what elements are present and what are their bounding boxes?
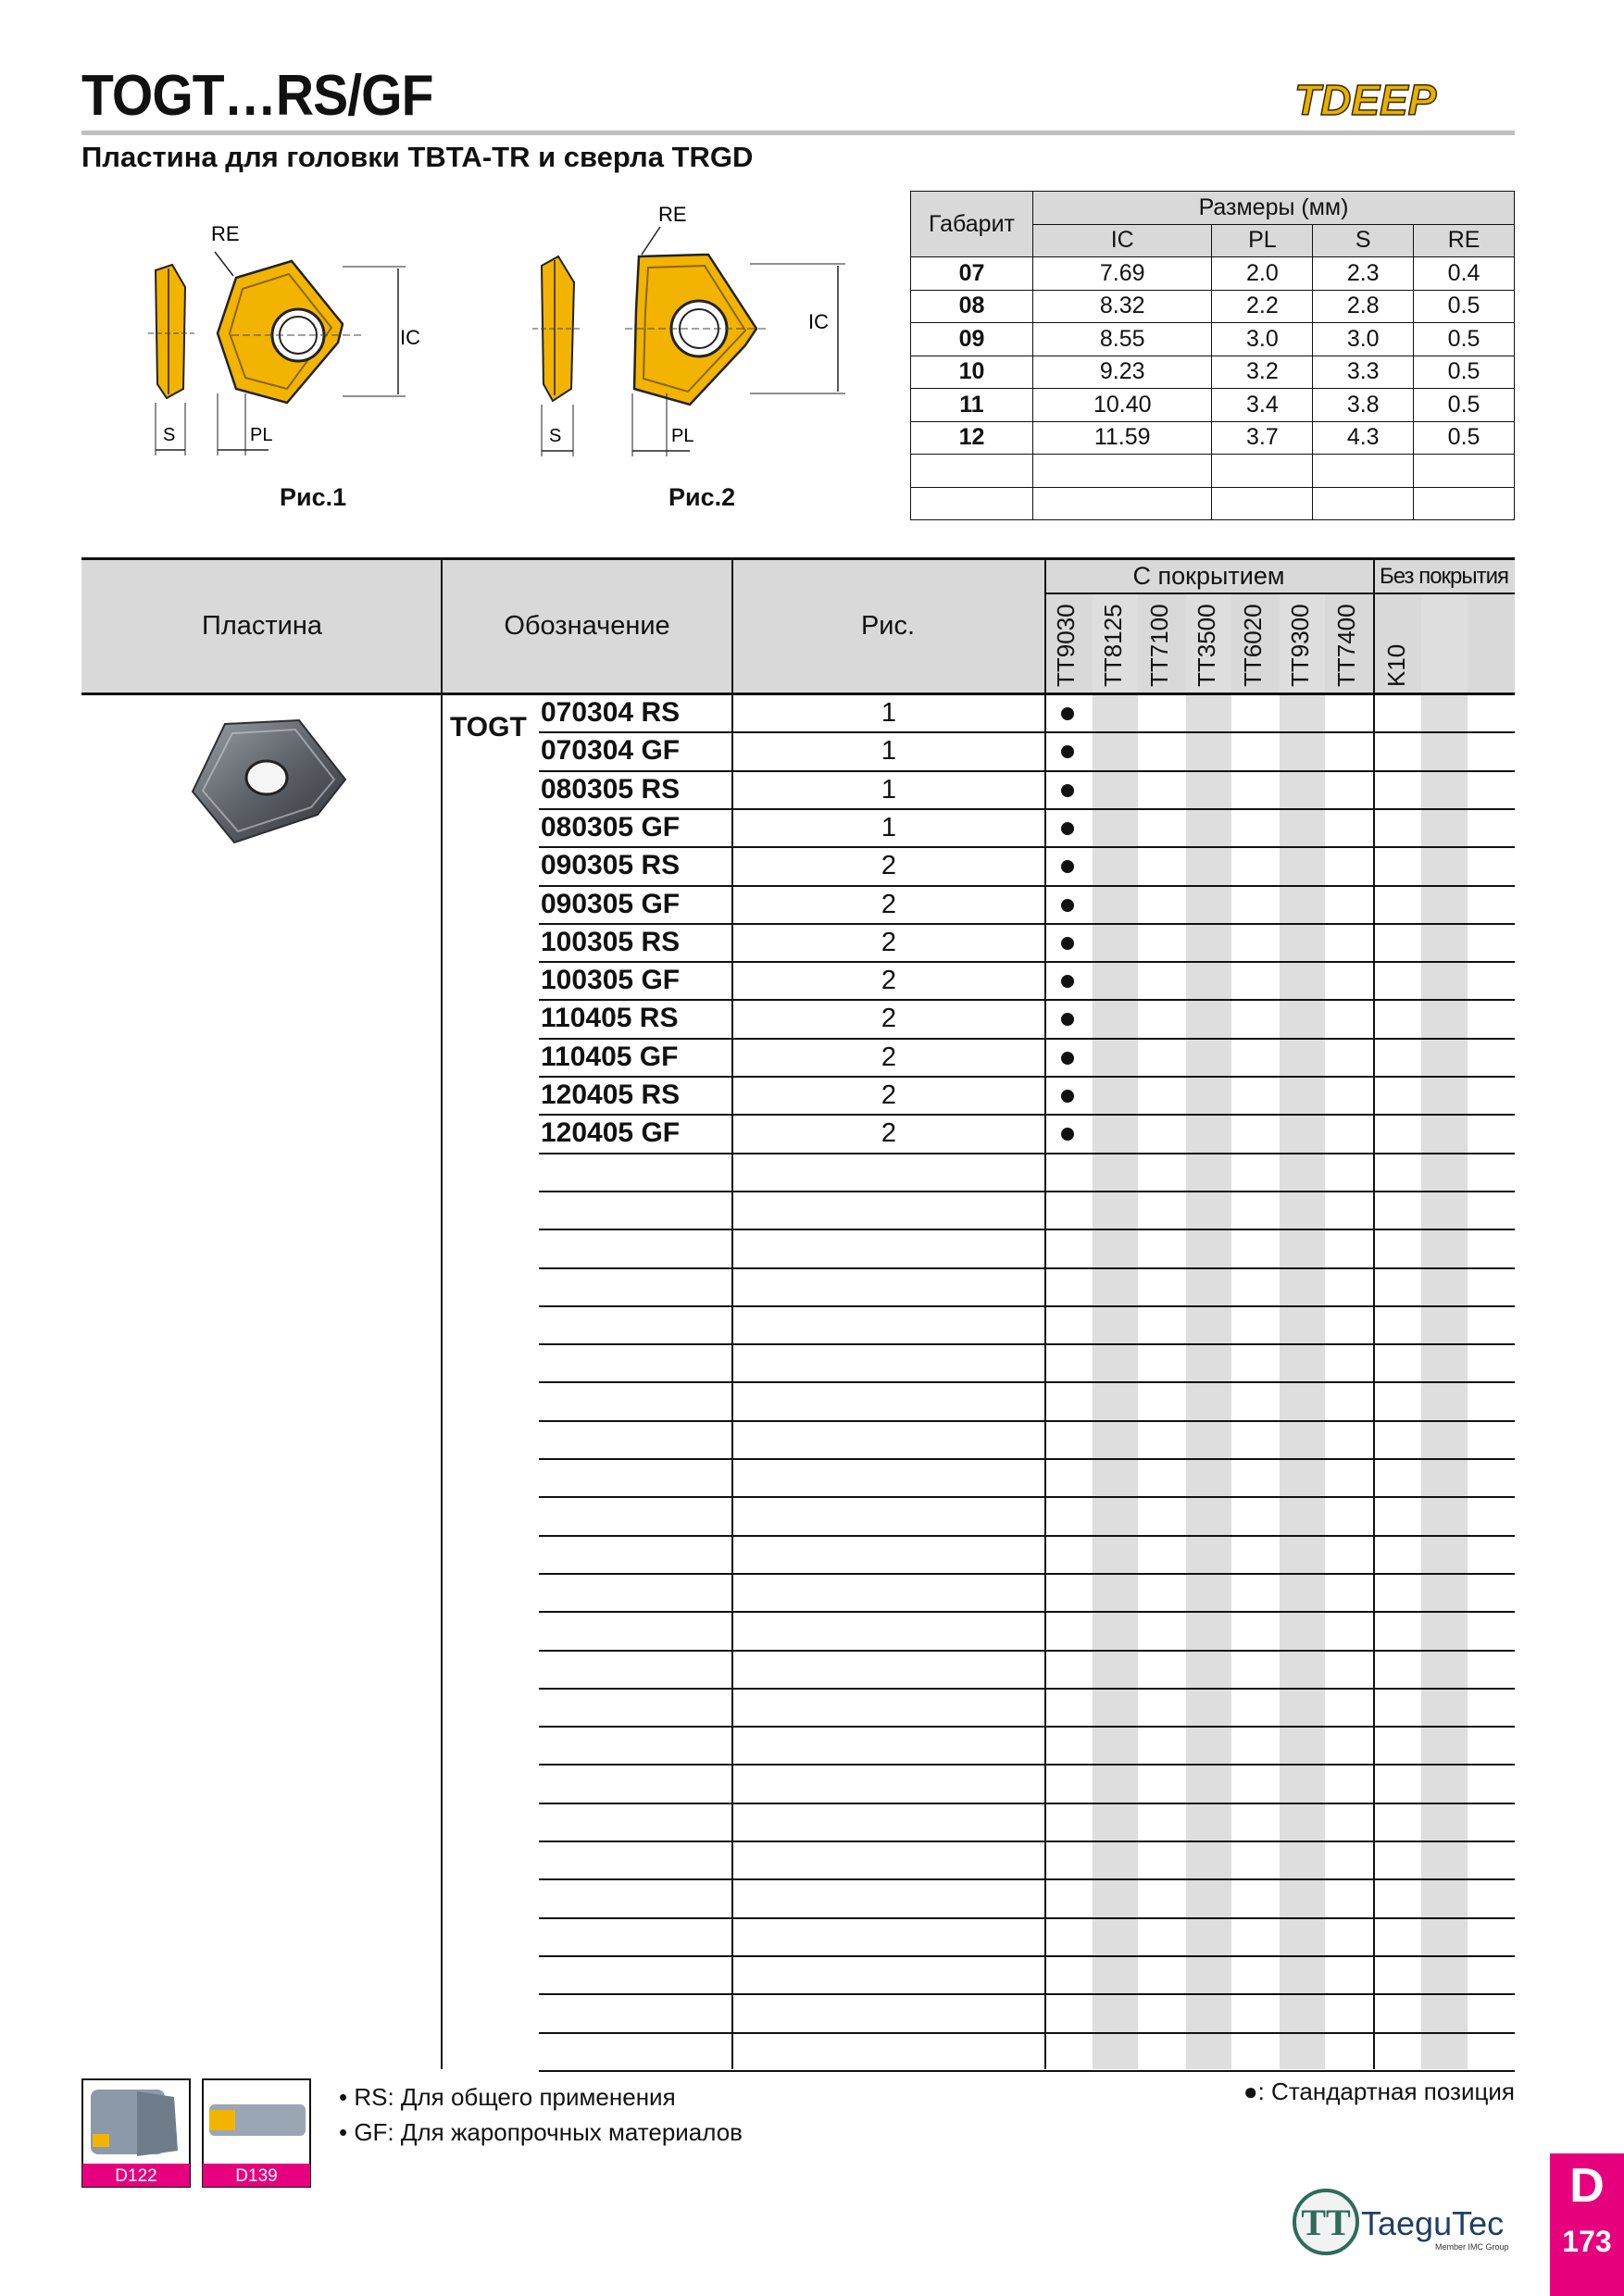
- prefix-code: TOGT: [450, 712, 527, 742]
- section-tab: [1550, 2153, 1624, 2296]
- section-letter: D: [1569, 2159, 1605, 2213]
- figure-2-drawing: [514, 199, 856, 463]
- dims-value-cell: 0.5: [1414, 421, 1515, 455]
- fig1-ic-label: IC: [400, 326, 420, 349]
- grade-label: TT9300: [1285, 604, 1314, 687]
- legend-standard: ●: Стандартная позиция: [1243, 2078, 1515, 2105]
- dims-col-header: S: [1313, 224, 1414, 257]
- row-rule: [539, 2032, 1515, 2034]
- fig-number: 1: [881, 813, 897, 842]
- dims-value-cell: [1313, 455, 1414, 488]
- ref-thumbnail-d122[interactable]: [81, 2078, 191, 2188]
- dims-size-cell: [911, 487, 1033, 520]
- grade-label: TT7100: [1145, 604, 1173, 687]
- dims-row: [911, 455, 1515, 488]
- dims-value-cell: 8.32: [1033, 290, 1212, 323]
- standard-dot: [1061, 899, 1074, 912]
- grade-label: TT9030: [1052, 604, 1080, 687]
- note-rs: • RS: Для общего применения: [339, 2083, 676, 2111]
- dims-value-cell: 3.7: [1212, 421, 1313, 455]
- fig-number: 2: [881, 966, 897, 995]
- page-subtitle: Пластина для головки TBTA-TR и сверла TRGD: [81, 141, 754, 173]
- dims-value-cell: 0.5: [1414, 290, 1515, 323]
- designation-header: Обозначение: [504, 611, 670, 641]
- dims-group-header: Размеры (мм): [1033, 192, 1515, 225]
- dims-row: [911, 257, 1515, 291]
- table-top-rule: [81, 557, 1515, 560]
- row-rule: [539, 1535, 1515, 1537]
- dims-size-cell: 09: [911, 323, 1033, 356]
- dims-value-cell: [1033, 487, 1212, 520]
- svg-text:TT: TT: [1301, 2202, 1351, 2243]
- standard-dot: [1061, 937, 1074, 950]
- fig-header: Рис.: [860, 611, 916, 641]
- standard-dot: [1061, 1128, 1074, 1141]
- standard-dot: [1061, 1052, 1074, 1065]
- fig1-s-label: S: [163, 425, 176, 445]
- dims-value-cell: 2.2: [1212, 290, 1313, 323]
- dims-value-cell: 3.3: [1313, 356, 1414, 389]
- row-rule: [539, 2070, 1515, 2072]
- dimensions-table: [910, 191, 1515, 520]
- dims-value-cell: 3.2: [1212, 356, 1313, 389]
- col-divider: [1373, 557, 1375, 2069]
- row-rule: [539, 1764, 1515, 1766]
- ref-thumbnail-d139[interactable]: [202, 2078, 311, 2188]
- row-rule: [539, 1420, 1515, 1422]
- figure-1-caption: Рис.1: [280, 483, 347, 511]
- dims-row: [911, 290, 1515, 323]
- row-rule: [539, 1803, 1515, 1804]
- standard-dot: [1061, 1090, 1074, 1103]
- dims-size-cell: 07: [911, 257, 1033, 291]
- insert-photo: [179, 713, 355, 852]
- dims-value-cell: 11.59: [1033, 421, 1212, 455]
- dims-value-cell: [1414, 455, 1515, 488]
- col-divider: [1044, 557, 1046, 2069]
- fig-number: 1: [881, 698, 897, 728]
- insert-header: Пластина: [201, 611, 323, 641]
- row-rule: [539, 1458, 1515, 1460]
- dims-value-cell: 8.55: [1033, 323, 1212, 356]
- grade-group-rule: [1044, 593, 1515, 594]
- designation-code: 090305 RS: [541, 850, 681, 880]
- taegutec-logo: [1287, 2183, 1526, 2257]
- grade-label: TT6020: [1239, 604, 1267, 687]
- fig2-pl-label: PL: [671, 426, 694, 446]
- dims-value-cell: [1414, 487, 1515, 520]
- standard-dot: [1061, 860, 1074, 873]
- dims-value-cell: 9.23: [1033, 356, 1212, 389]
- figure-1-drawing: [130, 213, 444, 463]
- dims-value-cell: [1033, 455, 1212, 488]
- dims-value-cell: 3.8: [1313, 389, 1414, 422]
- grade-label: TT3500: [1192, 604, 1220, 687]
- dims-value-cell: [1313, 487, 1414, 520]
- row-rule: [539, 1917, 1515, 1919]
- row-rule: [539, 1650, 1515, 1652]
- title-rule: [81, 131, 1515, 135]
- dims-value-cell: 2.0: [1212, 257, 1313, 291]
- fig2-ic-label: IC: [808, 310, 829, 333]
- page-number: 173: [1562, 2225, 1612, 2258]
- ref-d139-label: D139: [235, 2166, 278, 2186]
- dims-value-cell: 0.5: [1414, 323, 1515, 356]
- dims-value-cell: 3.0: [1313, 323, 1414, 356]
- row-rule: [539, 1573, 1515, 1575]
- grade-label: TT7400: [1332, 604, 1360, 687]
- designation-code: 110405 RS: [541, 1003, 679, 1033]
- dims-size-cell: 10: [911, 356, 1033, 389]
- designation-code: 090305 GF: [541, 889, 681, 919]
- row-rule: [539, 1496, 1515, 1498]
- designation-code: 080305 RS: [541, 774, 681, 805]
- dims-value-cell: 3.0: [1212, 323, 1313, 356]
- company-name: TaeguTec: [1361, 2204, 1505, 2242]
- grade-column-shade: [1280, 593, 1326, 2069]
- dims-value-cell: 0.4: [1414, 257, 1515, 291]
- fig2-s-label: S: [549, 426, 562, 446]
- page-title: TOGT…RS/GF: [81, 64, 433, 128]
- dims-size-cell: 11: [911, 389, 1033, 422]
- grades-table: [81, 557, 1515, 2069]
- row-rule: [539, 1381, 1515, 1383]
- row-rule: [539, 1878, 1515, 1880]
- row-rule: [539, 1726, 1515, 1728]
- row-rule: [539, 1841, 1515, 1842]
- row-rule: [539, 1955, 1515, 1957]
- dims-row: [911, 323, 1515, 356]
- standard-dot: [1061, 1013, 1074, 1026]
- designation-code: 070304 RS: [541, 697, 681, 728]
- dims-row: [911, 487, 1515, 520]
- designation-code: 100305 RS: [541, 927, 681, 957]
- standard-dot: [1061, 745, 1074, 758]
- fig-number: 2: [881, 1080, 897, 1110]
- standard-dot: [1061, 707, 1074, 720]
- dims-value-cell: [1212, 487, 1313, 520]
- standard-dot: [1061, 784, 1074, 797]
- company-subtitle: Member IMC Group: [1435, 2242, 1509, 2252]
- figure-2-caption: Рис.2: [668, 483, 736, 511]
- grade-column-shade: [1421, 593, 1468, 2069]
- row-rule: [539, 1688, 1515, 1690]
- grade-column-shade: [1093, 593, 1139, 2069]
- tdeep-logo: [1287, 70, 1518, 126]
- designation-code: 120405 GF: [541, 1117, 681, 1148]
- designation-code: 100305 GF: [541, 965, 681, 995]
- dims-value-cell: 10.40: [1033, 389, 1212, 422]
- grade-label: TT8125: [1098, 604, 1127, 687]
- dims-value-cell: 4.3: [1313, 421, 1414, 455]
- fig-number: 2: [881, 928, 897, 957]
- designation-code: 080305 GF: [541, 812, 681, 842]
- grade-column-shade: [1186, 593, 1232, 2069]
- dims-size-cell: 08: [911, 290, 1033, 323]
- dims-value-cell: 7.69: [1033, 257, 1212, 291]
- fig-number: 2: [881, 1004, 897, 1033]
- dims-size-cell: [911, 455, 1033, 488]
- dims-value-cell: [1212, 455, 1313, 488]
- designation-code: 120405 RS: [541, 1079, 681, 1110]
- dims-col-header: PL: [1212, 224, 1313, 257]
- dims-value-cell: 3.4: [1212, 389, 1313, 422]
- row-rule: [539, 1305, 1515, 1307]
- row-rule: [539, 1191, 1515, 1192]
- row-rule: [539, 1267, 1515, 1269]
- standard-dot: [1061, 822, 1074, 835]
- fig-number: 2: [881, 890, 897, 919]
- coated-header: С покрытием: [1132, 562, 1285, 590]
- dims-row: [911, 356, 1515, 389]
- grade-label: K10: [1382, 643, 1410, 687]
- fig-number: 2: [881, 851, 897, 880]
- dims-value-cell: 2.3: [1313, 257, 1414, 291]
- standard-dot: [1061, 975, 1074, 988]
- fig-number: 1: [881, 736, 897, 766]
- fig2-re-label: RE: [658, 203, 687, 226]
- fig-number: 2: [881, 1042, 897, 1072]
- dims-col-header: IC: [1033, 224, 1212, 257]
- row-rule: [539, 1611, 1515, 1613]
- fig1-re-label: RE: [211, 222, 240, 245]
- fig1-pl-label: PL: [250, 425, 273, 445]
- dims-row: [911, 421, 1515, 455]
- row-rule: [539, 1229, 1515, 1230]
- col-divider: [441, 557, 443, 2069]
- dims-col-header: RE: [1414, 224, 1515, 257]
- fig-number: 1: [881, 775, 897, 805]
- dims-value-cell: 0.5: [1414, 356, 1515, 389]
- dims-size-cell: 12: [911, 421, 1033, 455]
- svg-text:TDEEP: TDEEP: [1294, 76, 1437, 124]
- row-rule: [539, 1993, 1515, 1995]
- note-gf: • GF: Для жаропрочных материалов: [339, 2118, 743, 2146]
- dims-size-header: Габарит: [911, 192, 1033, 257]
- ref-d122-label: D122: [115, 2166, 157, 2186]
- designation-code: 070304 GF: [541, 735, 681, 766]
- row-rule: [539, 1343, 1515, 1345]
- row-rule: [539, 1153, 1515, 1154]
- uncoated-header: Без покрытия: [1379, 564, 1509, 589]
- dims-row: [911, 389, 1515, 422]
- fig-number: 2: [881, 1118, 897, 1148]
- dims-value-cell: 2.8: [1313, 290, 1414, 323]
- dims-value-cell: 0.5: [1414, 389, 1515, 422]
- designation-code: 110405 GF: [541, 1042, 679, 1072]
